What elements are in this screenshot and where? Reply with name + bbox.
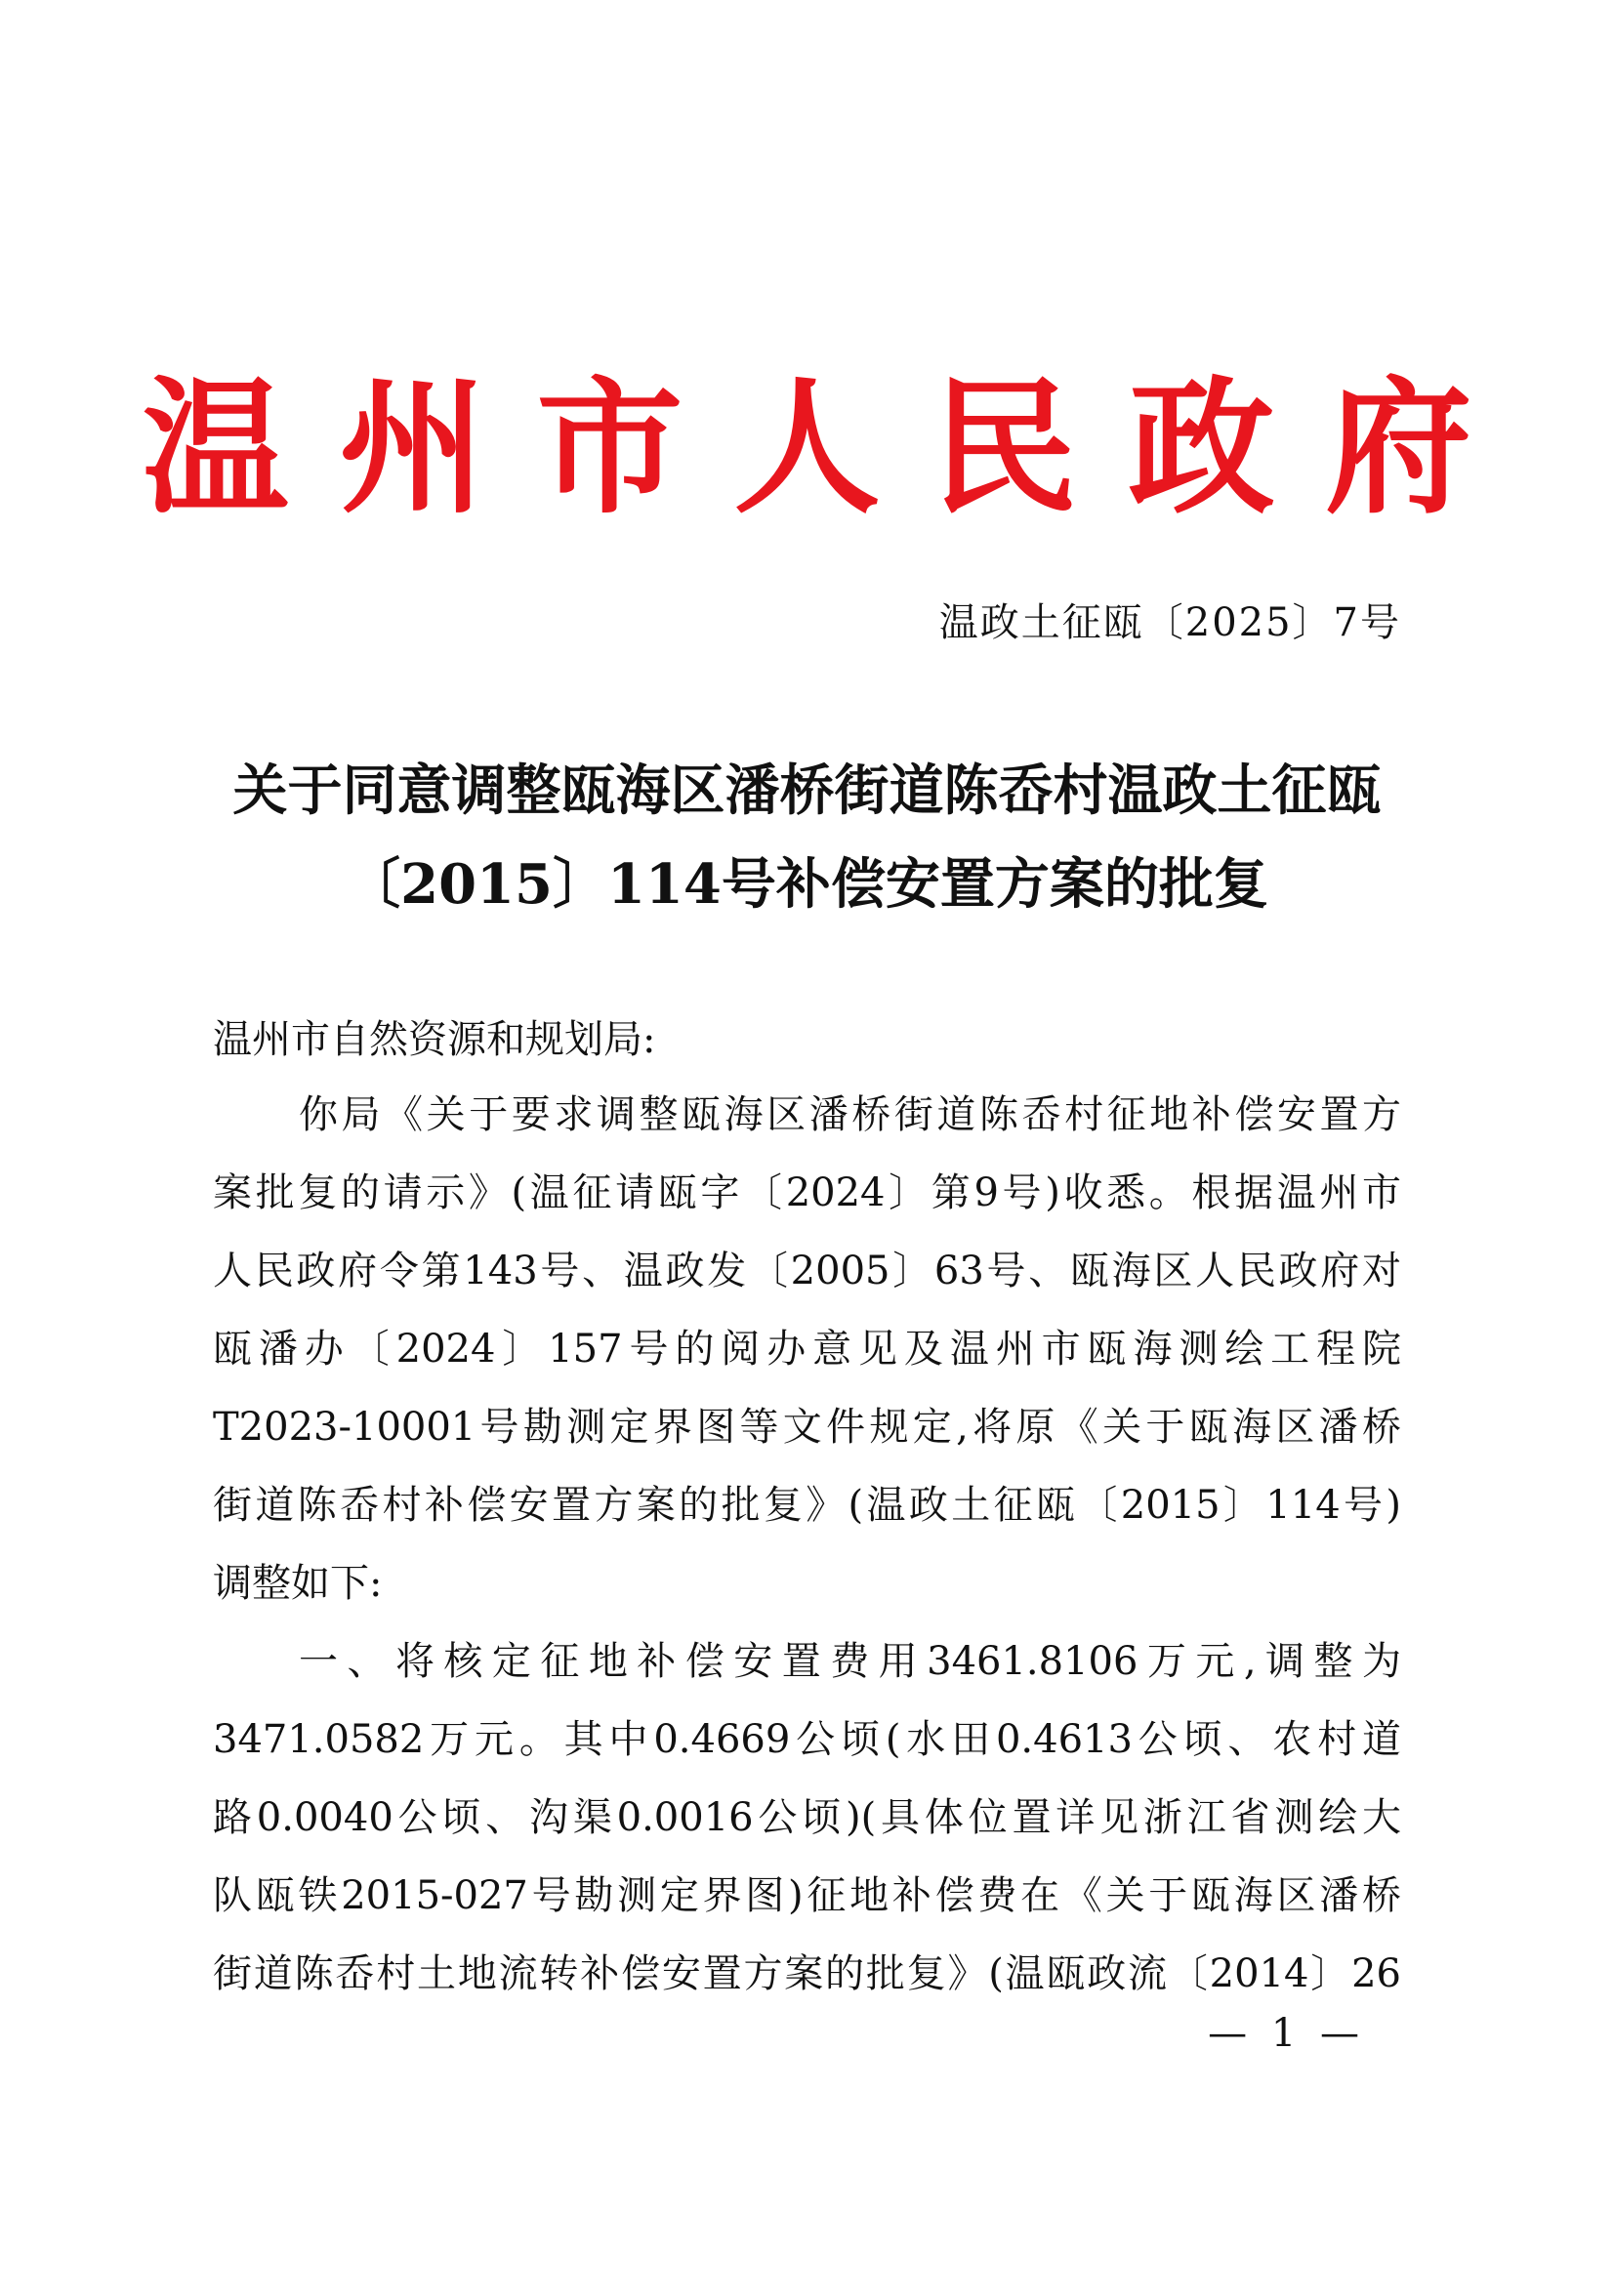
salutation: 温州市自然资源和规划局: <box>213 1017 656 1062</box>
body-line: T2023-10001号勘测定界图等文件规定,将原《关于瓯海区潘桥 <box>213 1405 1401 1450</box>
body-line: 3471.0582万元。其中0.4669公顷(水田0.4613公顷、农村道 <box>213 1717 1401 1762</box>
body-line: 街道陈岙村补偿安置方案的批复》(温政土征瓯〔2015〕114号) <box>213 1483 1401 1528</box>
body-line: 人民政府令第143号、温政发〔2005〕63号、瓯海区人民政府对 <box>213 1249 1401 1293</box>
masthead-title: 温州市人民政府 <box>142 364 1523 534</box>
page-number: — 1 — <box>1208 2011 1365 2056</box>
body-text <box>213 1086 1401 2023</box>
body-line: 你局《关于要求调整瓯海区潘桥街道陈岙村征地补偿安置方 <box>299 1092 1401 1137</box>
title-line: 〔2015〕114号补偿安置方案的批复 <box>346 852 1268 917</box>
body-line: 瓯潘办〔2024〕157号的阅办意见及温州市瓯海测绘工程院 <box>213 1327 1401 1372</box>
body-line: 一、将核定征地补偿安置费用3461.8106万元,调整为 <box>299 1639 1401 1684</box>
document-number: 温政土征瓯〔2025〕7号 <box>938 600 1401 645</box>
body-line: 调整如下: <box>213 1561 383 1606</box>
body-line: 街道陈岙村土地流转补偿安置方案的批复》(温瓯政流〔2014〕26 <box>213 1951 1401 1996</box>
body-line: 路0.0040公顷、沟渠0.0016公顷)(具体位置详见浙江省测绘大 <box>213 1795 1401 1840</box>
body-line: 队瓯铁2015-027号勘测定界图)征地补偿费在《关于瓯海区潘桥 <box>213 1873 1401 1918</box>
body-line: 案批复的请示》(温征请瓯字〔2024〕第9号)收悉。根据温州市 <box>213 1170 1401 1215</box>
document-title <box>146 744 1468 931</box>
title-line: 关于同意调整瓯海区潘桥街道陈岙村温政土征瓯 <box>232 758 1382 823</box>
